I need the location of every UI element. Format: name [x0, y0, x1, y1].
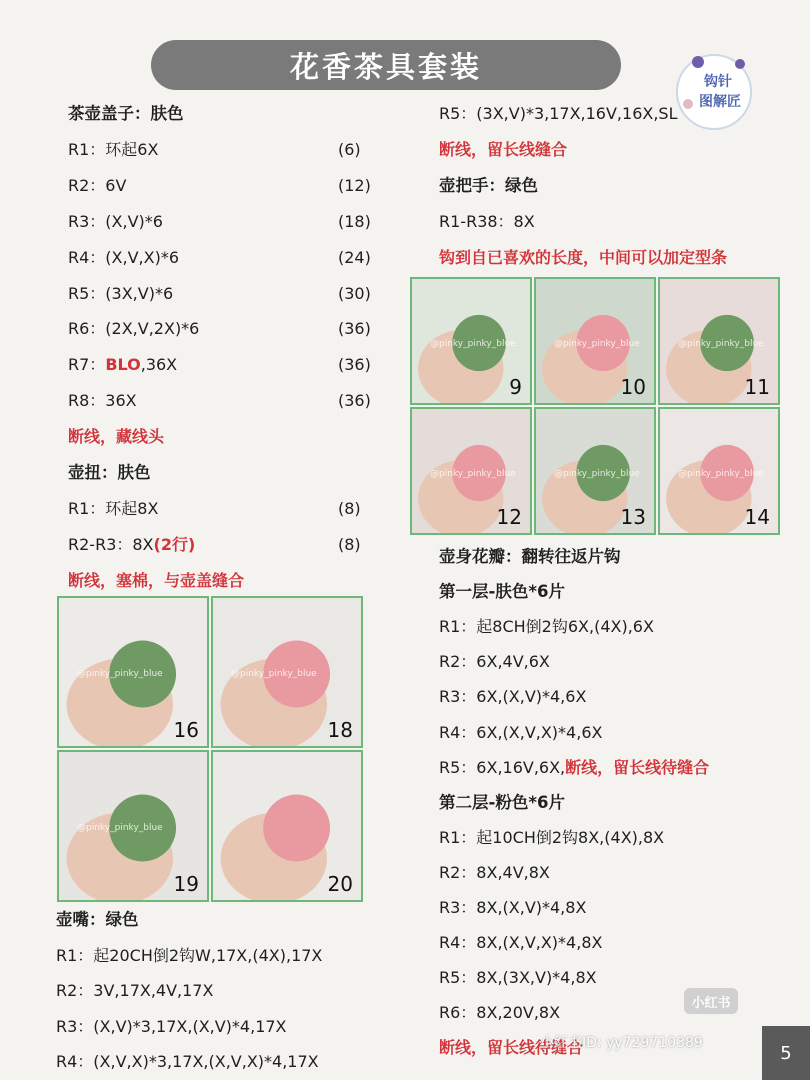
pattern-row — [68, 535, 195, 555]
step-photo — [211, 596, 363, 748]
photo-watermark: @pinky_pinky_blue — [678, 338, 764, 349]
step-photo — [534, 277, 656, 405]
photo-step-number: 19 — [173, 872, 199, 896]
stitch-count: (12) — [338, 175, 371, 195]
pattern-row: R3：(X,V)*6 — [68, 211, 163, 231]
pattern-row: R6：8X,20V,8X — [439, 1003, 561, 1023]
logo-line2: 图解匠 — [699, 94, 741, 110]
row-highlight: (2行) — [153, 534, 196, 554]
step-photo — [57, 750, 209, 902]
pattern-row: R1：起20CH倒2钩W,17X,(4X),17X — [56, 945, 323, 965]
photo-watermark: @pinky_pinky_blue — [231, 669, 317, 680]
page-number: 5 — [762, 1026, 810, 1080]
xiaohongshu-badge: 小红书 — [684, 988, 738, 1014]
step-photo — [410, 277, 532, 405]
row-highlight: 断线，留长线待缝合 — [565, 757, 710, 777]
photo-watermark: @pinky_pinky_blue — [430, 468, 516, 479]
photo-step-number: 10 — [620, 375, 646, 399]
step-photo — [211, 750, 363, 902]
pattern-row: R1-R38：8X — [439, 212, 535, 231]
photo-step-number: 13 — [620, 505, 646, 529]
row-highlight: BLO — [105, 355, 141, 375]
photo-watermark: @pinky_pinky_blue — [554, 338, 640, 349]
pattern-row: R1：起10CH倒2钩8X,(4X),8X — [439, 827, 665, 847]
section-heading: 壶身花瓣：翻转往返片钩 — [439, 547, 621, 566]
pattern-row: R8：36X — [68, 391, 137, 411]
pattern-row: R4：6X,(X,V,X)*4,6X — [439, 722, 603, 742]
photo-watermark: @pinky_pinky_blue — [77, 823, 163, 834]
step-photo — [658, 277, 780, 405]
photo-step-number: 20 — [327, 872, 353, 896]
pattern-row: R6：(2X,V,2X)*6 — [68, 319, 200, 339]
section-heading: 壶扭：肤色 — [68, 463, 151, 482]
pattern-row: R2：8X,4V,8X — [439, 862, 550, 882]
photo-step-number: 16 — [173, 718, 199, 742]
pattern-row: R5：8X,(3X,V)*4,8X — [439, 968, 597, 988]
section-heading: 第一层-肤色*6片 — [439, 582, 565, 602]
section-heading: 壶嘴：绿色 — [56, 910, 139, 929]
instruction-note: 断线，塞棉，与壶盖缝合 — [68, 570, 245, 590]
instruction-note: 钩到自已喜欢的长度，中间可以加定型条 — [439, 248, 728, 267]
instruction-note: 断线，留长线待缝合 — [439, 1038, 584, 1058]
photo-watermark: @pinky_pinky_blue — [430, 338, 516, 349]
step-photo — [534, 407, 656, 535]
photo-step-number: 14 — [744, 505, 770, 529]
step-photo — [658, 407, 780, 535]
step-photo — [57, 596, 209, 748]
row-text-tail: ,36X — [140, 355, 178, 375]
row-text: R5：6X,16V,6X, — [439, 757, 566, 777]
photo-step-number: 9 — [509, 375, 522, 399]
pattern-row: R1：环起8X — [68, 498, 159, 518]
stitch-count: (8) — [338, 534, 361, 554]
logo-icon — [668, 48, 760, 132]
instruction-note: 断线，留长线缝合 — [439, 140, 568, 159]
pattern-row: R2：6X,4V,6X — [439, 652, 550, 672]
pattern-row: R1：起8CH倒2钩6X,(4X),6X — [439, 617, 654, 637]
pattern-row — [439, 758, 709, 778]
pattern-row: R3：8X,(X,V)*4,8X — [439, 898, 587, 917]
pattern-row — [68, 355, 177, 375]
pattern-row: R5：(3X,V)*3,17X,16V,16X,SL — [439, 104, 678, 123]
pattern-row: R1：环起6X — [68, 139, 159, 159]
stitch-count: (36) — [338, 355, 371, 375]
stitch-count: (24) — [338, 247, 371, 267]
photo-watermark: @pinky_pinky_blue — [554, 468, 640, 479]
pattern-row: R5：(3X,V)*6 — [68, 283, 174, 303]
pattern-row: R4：8X,(X,V,X)*4,8X — [439, 933, 603, 953]
photo-watermark: @pinky_pinky_blue — [678, 468, 764, 479]
pattern-row: R4：(X,V,X)*6 — [68, 247, 180, 267]
row-text: R7： — [68, 355, 106, 375]
section-heading: 茶壶盖子：肤色 — [68, 104, 184, 123]
instruction-note: 断线，藏线头 — [68, 427, 165, 447]
row-text: R2-R3：8X — [68, 534, 154, 554]
stitch-count: (36) — [338, 319, 371, 339]
stitch-count: (30) — [338, 283, 371, 303]
page-title: 花香茶具套装 — [151, 40, 621, 90]
step-photo — [410, 407, 532, 535]
section-heading: 第二层-粉色*6片 — [439, 792, 565, 812]
photo-step-number: 12 — [496, 505, 522, 529]
photo-step-number: 18 — [327, 718, 353, 742]
photo-step-number: 11 — [744, 375, 770, 399]
stitch-count: (18) — [338, 211, 371, 231]
pattern-row: R4：(X,V,X)*3,17X,(X,V,X)*4,17X — [56, 1052, 319, 1071]
pattern-row: R2：3V,17X,4V,17X — [56, 981, 214, 1000]
pattern-row: R3：6X,(X,V)*4,6X — [439, 687, 587, 707]
stitch-count: (36) — [338, 391, 371, 411]
pattern-row: R2：6V — [68, 175, 127, 195]
footer-id: 小红书ID: yy729710389 — [540, 1035, 703, 1051]
pattern-row: R3：(X,V)*3,17X,(X,V)*4,17X — [56, 1016, 287, 1036]
stitch-count: (6) — [338, 139, 361, 159]
section-heading: 壶把手：绿色 — [439, 176, 538, 195]
photo-watermark: @pinky_pinky_blue — [77, 669, 163, 680]
stitch-count: (8) — [338, 498, 361, 518]
logo-line1: 钩针 — [704, 74, 732, 90]
